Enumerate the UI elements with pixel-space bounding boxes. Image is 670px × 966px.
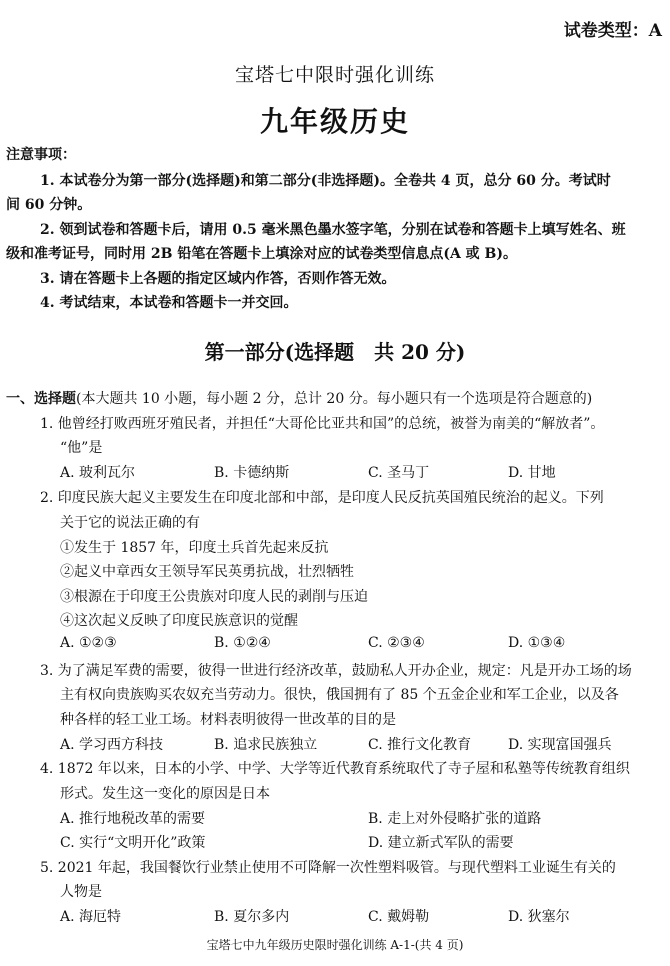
question-4-line: 形式。发生这一变化的原因是日本 — [60, 786, 270, 802]
question-5-option-c[interactable]: C. 戴姆勒 — [368, 909, 430, 925]
question-4-option-c[interactable]: C. 实行“文明开化”政策 — [60, 835, 206, 851]
question-5-option-b[interactable]: B. 夏尔多内 — [214, 909, 290, 925]
question-3-option-b[interactable]: B. 追求民族独立 — [214, 737, 318, 753]
section-instruction-text: (本大题共 10 小题，每小题 2 分，总计 20 分。每小题只有一个选项是符合题意的) — [76, 391, 593, 407]
section-title: 第一部分(选择题 共 20 分) — [204, 340, 466, 364]
question-2-statement: ②起义中章西女王领导军民英勇抗战，壮烈牺牲 — [60, 564, 354, 580]
question-3-option-d[interactable]: D. 实现富国强兵 — [508, 737, 612, 753]
section-instruction-label: 一、选择题 — [6, 391, 76, 407]
question-2-statement: ④这次起义反映了印度民族意识的觉醒 — [60, 613, 298, 629]
note-line: 1. 本试卷分为第一部分(选择题)和第二部分(非选择题)。全卷共 4 页，总分 60 分。考试时 — [40, 173, 611, 189]
question-4-line: 4. 1872 年以来，日本的小学、中学、大学等近代教育系统取代了寺子屋和私塾等传统教育组织 — [40, 761, 630, 777]
question-5-option-a[interactable]: A. 海厄特 — [60, 909, 122, 925]
note-line: 级和准考证号，同时用 2B 铅笔在答题卡上填涂对应的试卷类型信息点(A 或 B)。 — [6, 246, 518, 262]
question-4-option-a[interactable]: A. 推行地税改革的需要 — [60, 811, 206, 827]
question-4-option-d[interactable]: D. 建立新式军队的需要 — [368, 835, 514, 851]
question-1-option-a[interactable]: A. 玻利瓦尔 — [60, 465, 136, 481]
question-3-line: 主有权向贵族购买农奴充当劳动力。很快，俄国拥有了 85 个五金企业和军工企业，以及各 — [60, 687, 619, 703]
question-2-option-d[interactable]: D. ①③④ — [508, 635, 566, 651]
question-1-option-c[interactable]: C. 圣马丁 — [368, 465, 430, 481]
school-title: 宝塔七中限时强化训练 — [234, 64, 435, 86]
question-1-option-b[interactable]: B. 卡德纳斯 — [214, 465, 290, 481]
question-3-option-a[interactable]: A. 学习西方科技 — [60, 737, 164, 753]
question-1-line: “他”是 — [60, 440, 103, 456]
question-2-option-b[interactable]: B. ①②④ — [214, 635, 271, 651]
page-footer: 宝塔七中九年级历史限时强化训练 A-1-(共 4 页) — [206, 938, 464, 952]
question-3-line: 3. 为了满足军费的需要，彼得一世进行经济改革，鼓励私人开办企业，规定：凡是开办工场的场 — [40, 663, 632, 679]
question-2-statement: ③根源在于印度王公贵族对印度人民的剥削与压迫 — [60, 589, 368, 605]
question-2-line: 关于它的说法正确的有 — [60, 515, 200, 531]
note-line: 4. 考试结束，本试卷和答题卡一并交回。 — [40, 295, 298, 311]
question-2-statement: ①发生于 1857 年，印度土兵首先起来反抗 — [60, 540, 329, 556]
question-5-line: 5. 2021 年起，我国餐饮行业禁止使用不可降解一次性塑料吸管。与现代塑料工业诞生有关的 — [40, 860, 616, 876]
note-line: 间 60 分钟。 — [6, 197, 92, 213]
question-3-option-c[interactable]: C. 推行文化教育 — [368, 737, 472, 753]
paper-type-label: 试卷类型：A — [563, 21, 662, 41]
page-title: 九年级历史 — [259, 105, 410, 138]
question-4-option-b[interactable]: B. 走上对外侵略扩张的道路 — [368, 811, 542, 827]
section-instruction — [6, 388, 592, 408]
question-2-line: 2. 印度民族大起义主要发生在印度北部和中部，是印度人民反抗英国殖民统治的起义。下列 — [40, 490, 604, 506]
question-5-option-d[interactable]: D. 狄塞尔 — [508, 909, 570, 925]
note-line: 3. 请在答题卡上各题的指定区域内作答，否则作答无效。 — [40, 271, 396, 287]
question-1-option-d[interactable]: D. 甘地 — [508, 465, 556, 481]
question-2-option-a[interactable]: A. ①②③ — [60, 635, 117, 651]
notes-heading: 注意事项： — [6, 147, 76, 163]
note-line: 2. 领到试卷和答题卡后，请用 0.5 毫米黑色墨水签字笔，分别在试卷和答题卡上填写姓名、班 — [40, 222, 626, 238]
question-3-line: 种各样的轻工业工场。材料表明彼得一世改革的目的是 — [60, 712, 396, 728]
question-1-line: 1. 他曾经打败西班牙殖民者，并担任“大哥伦比亚共和国”的总统，被誉为南美的“解放者”。 — [40, 416, 605, 432]
question-5-line: 人物是 — [60, 884, 102, 900]
question-2-option-c[interactable]: C. ②③④ — [368, 635, 425, 651]
